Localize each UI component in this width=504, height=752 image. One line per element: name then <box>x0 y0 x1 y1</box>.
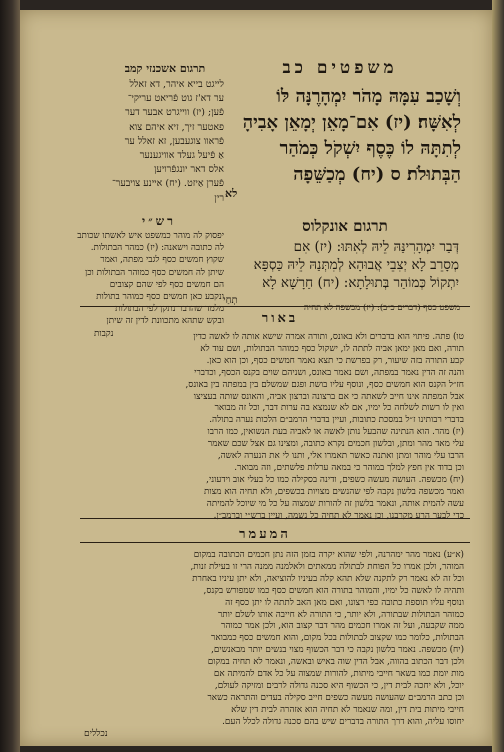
maamar-line: (א״ע) נאמר מהר ימהרנה, ולפי שהוא יקרה בזמן הזה נתן חכמים הכתובה במקום <box>193 550 464 560</box>
divider-rule <box>80 542 470 543</box>
maamar-line: המוהר, ולכן אמרו כל הפוחת לבתולה ממאתים ולאלמנה ממנה הרי זו בעילת זנות, <box>190 561 464 572</box>
verse-line: וְשָׁכַב עִמָּהּ מָהֹר יִמְהָרֶנָּה לּוֹ <box>276 86 461 107</box>
book-spine <box>0 0 20 752</box>
biur-line: אבל המפתה אינו חייב לשאתה כי אם ברצונה וברצון אביה, והאונס שותה בעציצו <box>193 391 464 402</box>
onkelos-line: דְּבַר יִמְהָרִינַּהּ לֵיהּ לְאִתּוּ: (יז) אִם <box>293 239 459 255</box>
maamar-title: המעמר <box>239 527 291 542</box>
catchword: נקבות <box>94 328 114 339</box>
yiddish-line: רין <box>214 192 224 204</box>
biur-line: ואמר מכשפה בלשון נקבה לפי שהנשים מצויות בכשפים, ולא תחיה הוא מצות <box>204 486 464 497</box>
divider-rule <box>80 306 470 307</box>
rashi-line: מלמד שהדבר נתקן לפי הבתולות <box>115 304 224 315</box>
biur-line: ואין לו רשות לשלחה כל ימיו, אם לא שנמצא בה ערות דבר, וכל זה מבואר <box>214 403 464 414</box>
rashi-line: שקוץ חמשים כסף לגבי מפתה, ואמר <box>100 255 224 266</box>
maamar-line: כמוהר הבתולות שבתורה, ולא יותר, כי התורה לא חייבה אותו לשלם יותר <box>217 609 464 620</box>
maamar-line: הבתולות, כלומר כמו שקצוב לבתולות בכל מקום, והוא חמשים כסף כמבואר <box>211 633 464 644</box>
onkelos-line: יִתְקוֹל כְּמוֹהַר בְּתוּלָתָא: (יח) חַרָשָׁא לָא <box>262 275 459 291</box>
verse-line: לְתִתָּהּ לוֹ כֶּסֶף יִשְׁקֹל כְּמֹהַר <box>279 138 461 159</box>
yiddish-column-header: תרגום אשכנזי קמב <box>124 62 206 75</box>
biur-line: תורה, ואם מאן ימאן אביה לתתה לו, ישקול כסף כמוהר הבתולות, ושם עוד לא <box>200 343 464 354</box>
maamar-commentary <box>84 550 464 741</box>
biur-line: עלי מאד מהר ומתן, ובלשון חכמים נקרא כתובה, ומצינו גם אצל שכם שאמר <box>207 439 464 450</box>
biur-line: עשה להמית אותה, ונאמר בלשון זה להורות שמצוה על כל מי שיוכל להמיתה <box>206 498 464 509</box>
biur-line: קבע התורה בזה שיעור, רק בפרשת כי תצא נאמר חמשים כסף, וכן הוא כאן. <box>206 355 464 366</box>
maamar-line: יחוסו עליה, והוא דרך התורה בדברים שיש בהם סכנה גדולה לכלל העם. <box>222 716 464 727</box>
onkelos-title: תרגום אונקלוס <box>302 217 388 235</box>
maamar-line: ונוסף עליו תוספת כתובה כפי רצונו, ואם מאן האב לתתה לו יתן כסף זה <box>225 597 464 608</box>
biur-line: בדברי רבותינו ז״ל במסכת כתובות, ועיין בדברי הרמב״ם הלכות נערה בתולה. <box>209 415 464 426</box>
yiddish-line: פאטער זיך, זיא איהם צוא <box>129 121 224 133</box>
hebrew-verse-block <box>225 84 461 200</box>
rashi-line: לה כתובה וישאנה: (יז) כמהר הבתולות. <box>90 243 224 254</box>
biur-line: הרבו עלי מוהר ומתן ואתנה כאשר תאמרו אלי, ותנו לי את הנערה לאשה, <box>217 451 464 462</box>
biur-line: וכן בדוד אין חפץ למלך במוהר כי במאה ערלות פלשתים, וזה מבואר. <box>234 462 464 473</box>
biur-line: והנה זה הדין נאמר במפתה, ושם נאמר באונס, ושניהם שוים בקנס הכסף, וכדברי <box>194 367 464 378</box>
footnote-line: משפט כסף (דברים כ״ב): (יז) מכשפה לא תחיה <box>303 303 460 313</box>
maamar-line: חייבי מיתות בית דין, ומה שנאמר לא תחיה הוא אזהרה לבית דין שלא <box>231 704 464 715</box>
biur-commentary <box>84 332 464 523</box>
maamar-line: ממה שקבעה, ועל זה אמרו חכמים מהר דבר קצוב הוא, ולכן אמר כמוהר <box>221 621 464 632</box>
divider-rule <box>80 518 470 519</box>
rashi-line: ובקש שתהא מתכוונת לדין זה שיתן <box>106 316 224 327</box>
verse-line: הַבְּתוּלֹת׃ ס (יח) מְכַשֵּׁפָה <box>293 164 461 185</box>
yiddish-line: ער דא'ז גוט פֿריאט עריקי־ <box>127 93 224 105</box>
onkelos-line: מְסָרֵב לָא יְצִבֵי אֲבוּהָא לְמִתְּנַהּ לֵיהּ כַּסְפָּא <box>253 257 459 273</box>
biur-line: חז״ל הקנס הוא חמשים כסף, ונוסף עליו בושת ופגם שמשלם בין במפתה בין באונס, <box>185 379 464 390</box>
rashi-line: יפסוק לה מוהר כמשפט איש לאשתו שכותב <box>77 231 224 241</box>
catchword: תְחַי <box>223 295 238 306</box>
yiddish-line: פֿען; (יז) ווייגרט אבער דער <box>125 107 224 119</box>
yiddish-line: לייגט בייא איהר, דא זאלל <box>129 79 224 90</box>
maamar-line: יוכל, ולא יחכה לבית דין, כי הכשוף היא סכנה גדולה לרבים ומזיקה לעולם, <box>214 680 464 691</box>
biur-title: באור <box>261 311 299 326</box>
rashi-title: רש״י <box>141 214 177 228</box>
yiddish-line: פֿערן אַיזט. (יח) איינע צויבער־ <box>112 178 224 190</box>
maamar-line: ולכן דבר הכתוב בהווה, אבל הדין שוה באיש ובאשה, ונאמר לא תחיה במקום <box>207 657 464 668</box>
catchword: נכללים <box>84 728 108 739</box>
maamar-line: מות יומת כמו בשאר חייבי מיתות, להורות שמצוה על כל אדם להמיתה אם <box>213 669 464 680</box>
rashi-commentary <box>77 230 224 340</box>
maamar-line: וכל זה לא נאמר רק לתקנה שלא תהא קלה בעיניו להוציאה, ולא יתן עיניו באחרת <box>192 573 464 584</box>
biur-line: טו) פתה. פיתוי הוא בדברים ולא באונס, ותורה אמרה שישא אותה לו לאשה כדין <box>193 332 464 342</box>
maamar-line: וכן כתב הרמב״ם שהעושה מעשה כשפים חייב סקילה בעדים והתראה כשאר <box>207 692 464 703</box>
maamar-line: (יח) מכשפה. נאמר בלשון נקבה כי דבר הכשוף מצוי בנשים יותר מבאנשים, <box>211 645 464 656</box>
catchword: לא <box>225 187 238 200</box>
book-page <box>20 10 492 746</box>
running-header: משפטים כב <box>282 58 398 78</box>
biur-line: (יז) מהר. הוא הנתינה שהבעל נותן לאשה או לאביה בעת הנשואין, כמו הרבו <box>207 427 464 438</box>
biur-line: כדי לבער הרע מקרבנו, וכן נאמר לא תחיה כל נשמה, ועיין ברש״י וברמב״ן. <box>213 510 464 521</box>
maamar-line: ותהיה לו לאשה כל ימיו, והמוהר בתורה הוא חמשים כסף כמו שמפורש בקנס, <box>203 585 464 596</box>
onkelos-text <box>223 238 459 310</box>
yiddish-line: פֿראוו צוגעבען, זא זאלל ער <box>124 135 224 147</box>
rashi-line: הם חמשים כסף לפי שהם קצובים <box>109 279 224 290</box>
rashi-line: שיתן לה חמשים כסף כמוהר הבתולות וכן <box>85 267 224 278</box>
biur-line: (יח) מכשפה. העושה מעשה כשפים, ודינה בסקילה כמו כל בעלי אוב וידעוני, <box>206 474 464 485</box>
yiddish-line: אַ פֿיעל געלד אוויגענער <box>139 150 224 162</box>
yiddish-translation <box>94 78 224 206</box>
rashi-line: ונקבע כאן חמשים כסף כמוהר בתולות <box>96 292 224 303</box>
verse-line: לְאִשָּׁה׃ (יז) אִם־מָאֵן יְמָאֵן אָבִיהָ <box>242 112 461 133</box>
page-edge <box>492 0 504 752</box>
yiddish-line: אלס דאר יונגפֿרויען <box>153 164 224 176</box>
